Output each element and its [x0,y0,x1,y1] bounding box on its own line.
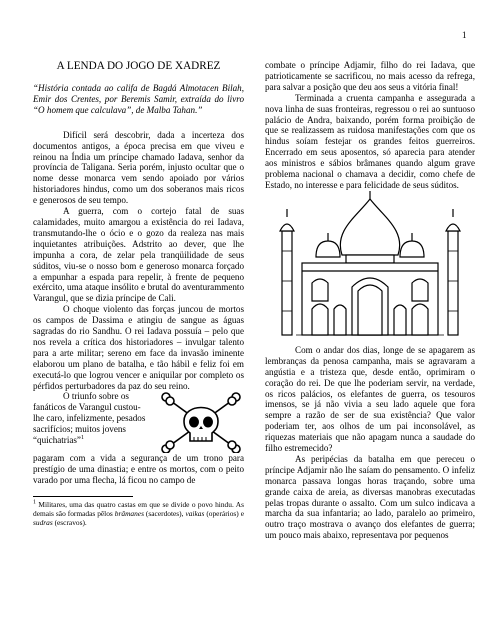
footnote-term: sudras [33,518,53,528]
footnote-divider [33,496,133,497]
skull-paragraph [33,391,244,486]
paragraph: Terminada a cruenta campanha e assegurada a nova linha de suas fronteiras, regressou o rei ao suntuoso palácio de Andra, baixando, porém forma proibição de que se realizassem as ruidosa manifestações com que os hindus soíam festejar os grandes feitos guerreiros. Encerrado em seus aposentos, só aparecia para atender aos ministros e sábios brâmanes quando algum grave problema nacional o chamava a decidir, como chefe de Estado, no interesse e para felicidade de seus súditos. [265,92,475,190]
paragraph: As peripécias da batalha em que pereceu o príncipe Adjamir não lhe saíam do pensamento. O infeliz monarca passava longas horas traçando, sobre uma grande caixa de areia, as diversas manobras executadas pelas tropas durante o assalto. Com um sulco indicava a marcha da sua infantaria; ao lado, paralelo ao primeiro, outro traço mostrava o avanço dos elefantes de guerra; um pouco mais abaixo, representava por pequenos [265,453,475,541]
page-number: 1 [462,30,467,40]
footnote-term: vaikas [185,509,205,519]
footnote [33,500,244,527]
skull-crossbones-illustration [158,391,244,453]
footnote-text: (escravos). [52,518,87,528]
footnote-text: (sacerdotes), [143,509,186,519]
skull-line: lhe caro, infelizmente, pesados [33,413,146,424]
paragraph: pagaram com a vida a segurança de um trono para prestígio de uma dinastia; e entre os mortos, com o peito varado por uma flecha, lá ficou no campo de [33,453,244,486]
footnote-text: Militares, uma das quatro castas em que se divide o povo hindu. As demais são formadas pêlos [33,500,244,519]
paragraph: Com o andar dos dias, longe de se apagarem as lembranças da penosa campanha, mais se agravaram a angústia e a tristeza que, desde então, oprimiram o coração do rei. De que lhe poderiam servir, na verdade, os ricos palácios, os elefantes de guerra, os tesouros imensos, se já não vivia a seu lado aquele que fora sempre a razão de ser de sua existência? Que valor poderiam ter, aos olhos de um pai inconsolável, as riquezas materiais que não apagam nunca a saudade do filho estremecido? [265,344,475,454]
paragraph: O choque violento das forças juncou de mortos os campos de Dassima e atingiu de sangue as águas sagradas do rio Sandhu. O rei Iadava possuía – pelo que nos revela a crítica dos historiadores – invulgar talento para a arte militar; sereno em face da invasão iminente elaborou um plano de batalha, e tão hábil e feliz foi em executá-lo que logrou vencer e aniquilar por completo os pérfidos perturbadores da paz do seu reino. [33,304,244,391]
skull-line-text: “quichatrias” [33,435,81,446]
right-column [265,60,475,541]
paragraph: combate o príncipe Adjamir, filho do rei Iadava, que patrioticamente se sacrificou, no mais acesso da refrega, para salvar a posição que deu aos seus a vitória final! [265,60,475,92]
footnote-marker: 1 [33,499,36,506]
skull-line: O triunfo sobre os [63,391,129,402]
footnote-term: brâmanes [114,509,144,519]
footnote-reference[interactable]: 1 [80,435,84,442]
palace-illustration [272,191,468,339]
epigraph: “História contada ao califa de Bagdá Almotacen Bilah, Emir dos Crentes, por Beremis Samir, extraída do livro “O homem que calculava”, de Malba Tahan.” [33,83,244,115]
page-title: A LENDA DO JOGO DE XADREZ [56,60,221,72]
paragraph: Difícil será descobrir, dada a incerteza dos documentos antigos, a época precisa em que viveu e reinou na Índia um príncipe chamado Iadava, senhor da província de Taligana. Seria porém, injusto ocultar que o nome desse monarca vem sendo apoiado por vários historiadores hindus, como um dos soberanos mais ricos e generosos de seu tempo. [33,129,244,206]
left-column [33,60,244,527]
skull-line: sacrifícios; muitos jovens [33,424,126,435]
footnote-text: (operários) e [204,509,244,519]
skull-line: fanáticos de Varangul custou- [33,402,141,413]
paragraph: A guerra, com o cortejo fatal de suas calamidades, muito amargou a existência do rei Iadava, transmutando-lhe o ócio e o gozo da realeza nas mais inquietantes atribuições. Adstrito ao dever, que lhe impunha a cora, de zelar pela tranqüilidade de seus súditos, viu-se o nosso bom e generoso monarca forçado a empunhar a espada para repelir, à frente de pequeno exército, uma ataque insólito e brutal do aventurammento Varangul, que se dizia príncipe de Cali. [33,206,244,304]
